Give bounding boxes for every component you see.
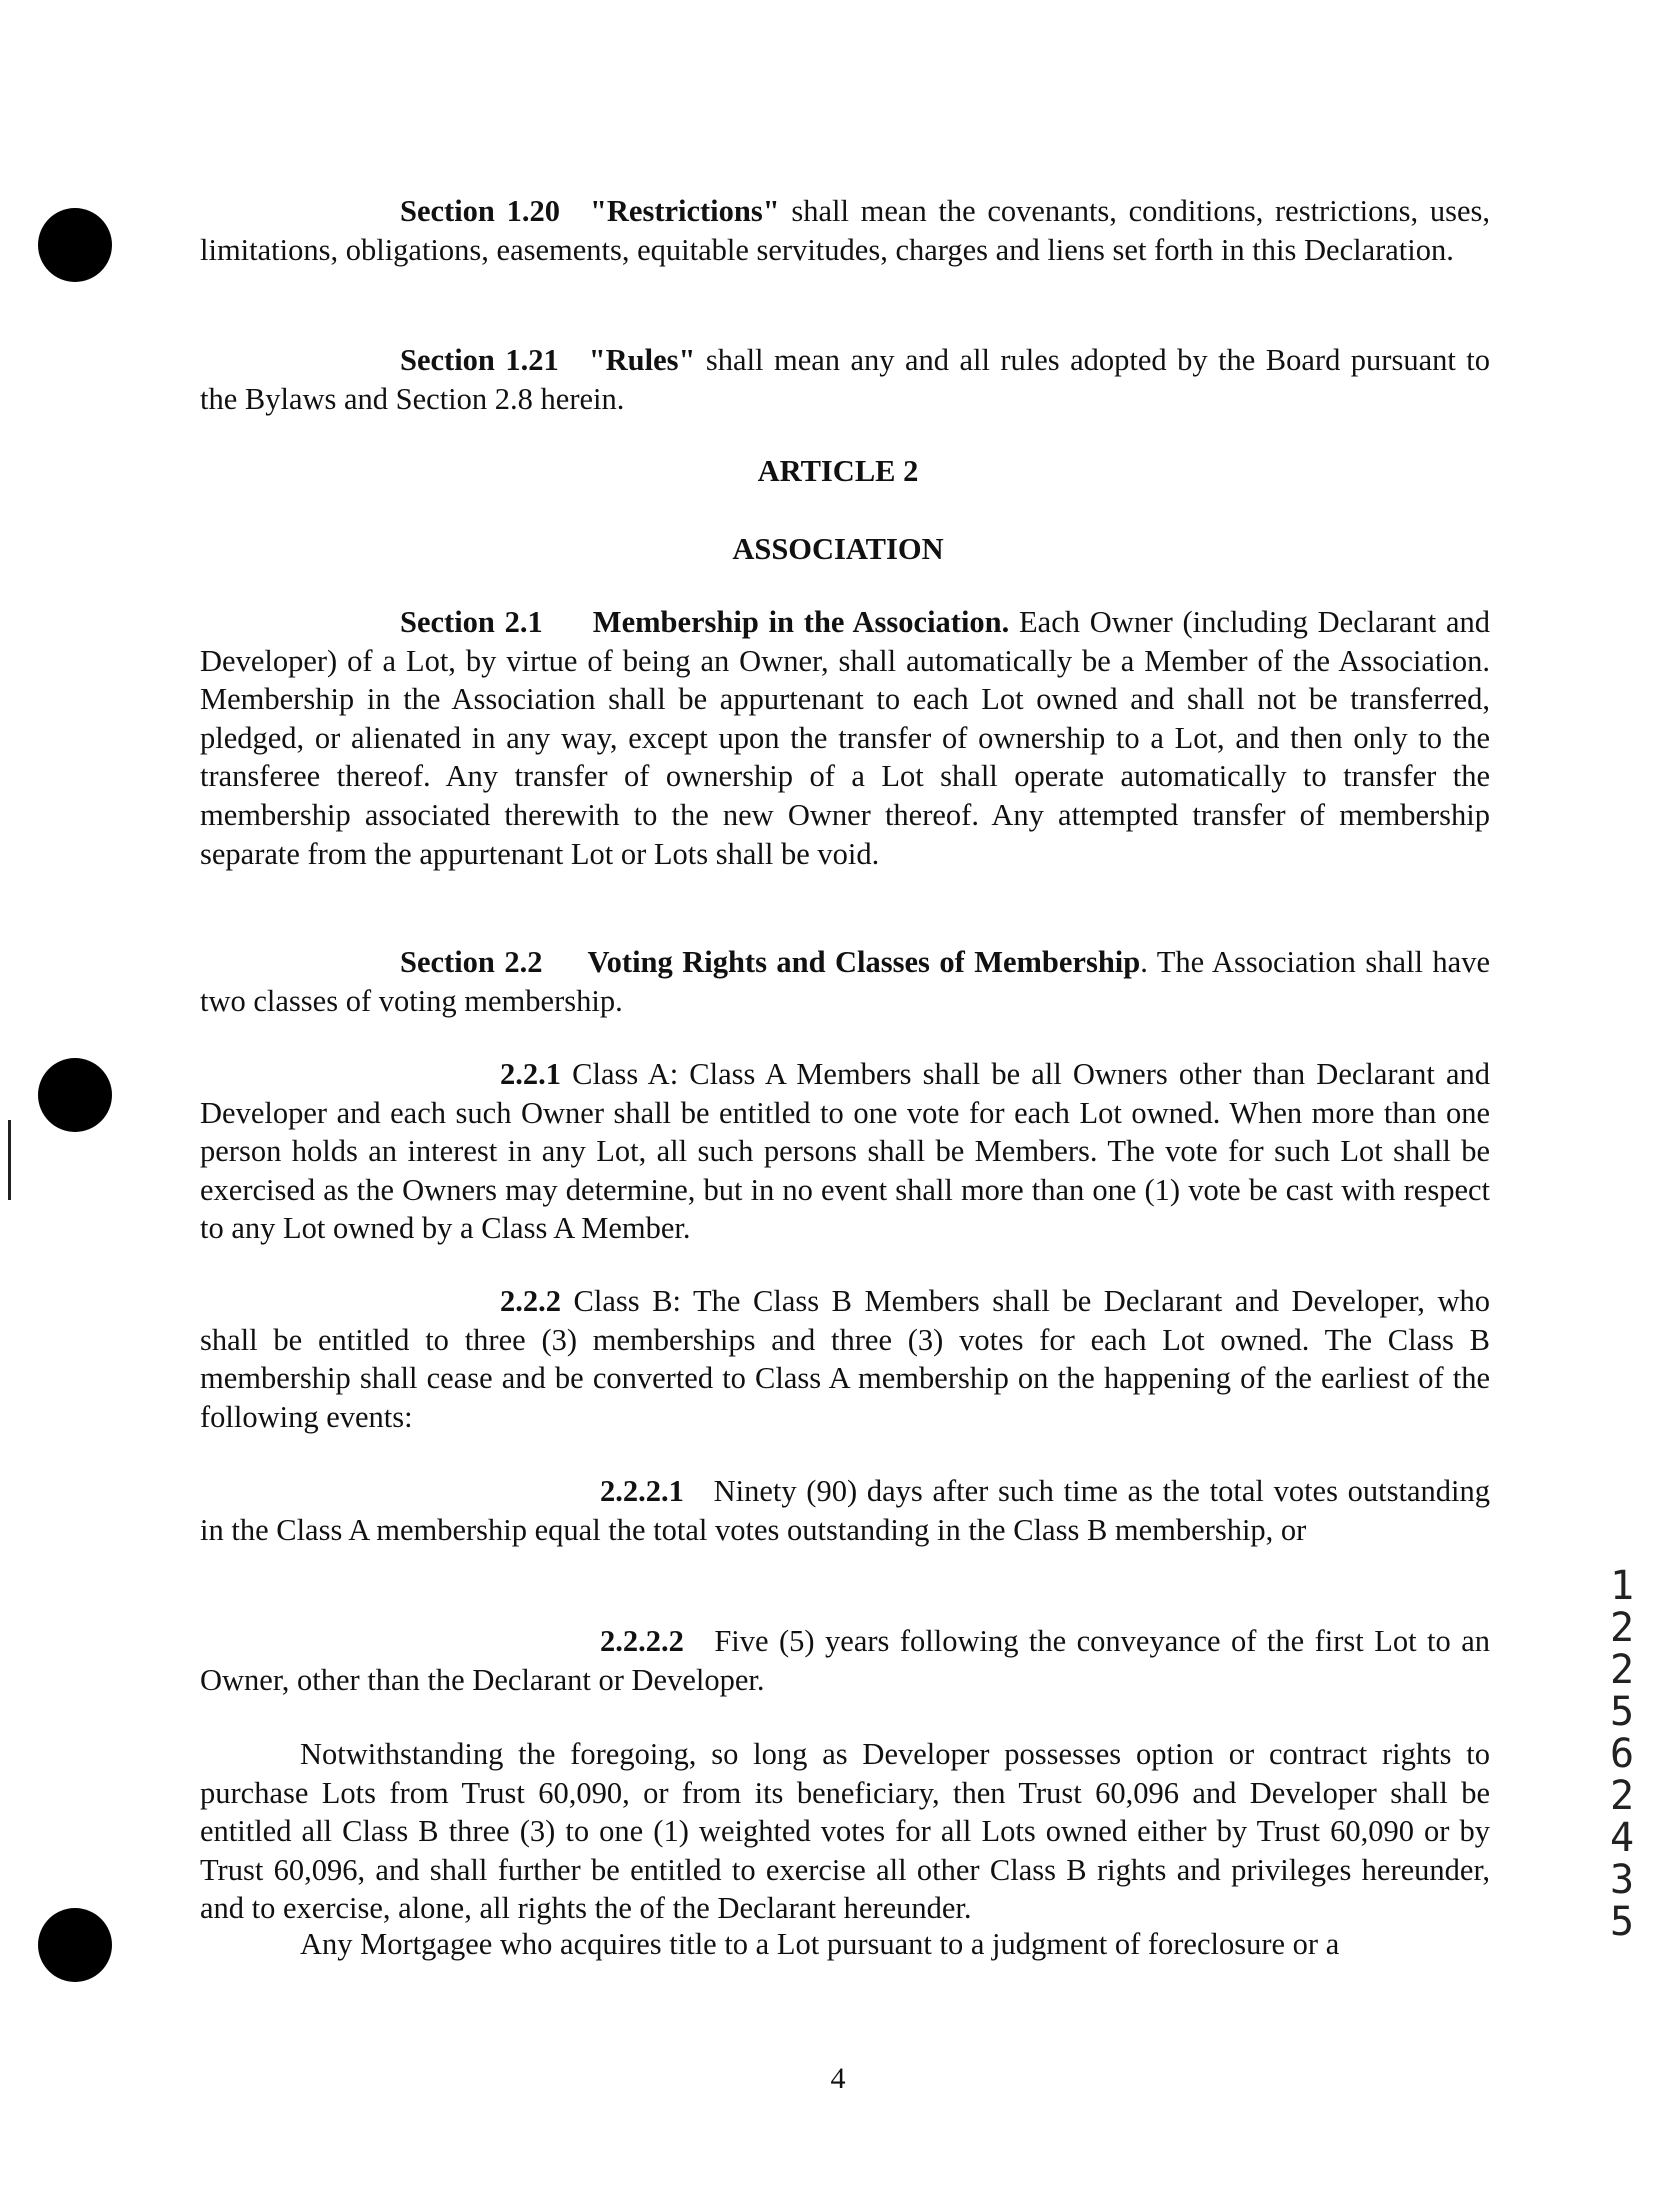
section-term: "Rules" <box>588 343 696 377</box>
section-2-1 <box>200 603 1490 873</box>
section-number: 2.2.2.1 <box>600 1474 684 1508</box>
section-2-2-1 <box>200 1055 1490 1248</box>
section-2-2-2-2 <box>200 1622 1490 1699</box>
section-text: Five (5) years following the conveyance of the first Lot to an Owner, other than the Declarant or Developer. <box>200 1624 1490 1697</box>
section-number: 2.2.2 <box>500 1284 561 1318</box>
section-text: Ninety (90) days after such time as the total votes outstanding in the Class A membership equal the total votes outstanding in the Class B membership, or <box>200 1474 1490 1547</box>
stamp-digit: 6 <box>1609 1731 1635 1777</box>
section-text: Each Owner (including Declarant and Developer) of a Lot, by virtue of being an Owner, shall automatically be a Member of the Association. Membership in the Association shall be appurtenant to each Lot owned and shall not be transferred, pledged, or alienated in any way, except upon the transfer of ownership to a Lot, and then only to the transferee thereof. Any transfer of ownership of a Lot shall operate automatically to transfer the membership associated therewith to the new Owner thereof. Any attempted transfer of membership separate from the appurtenant Lot or Lots shall be void. <box>200 605 1490 871</box>
section-number: Section 2.2 <box>400 945 543 979</box>
section-term: Voting Rights and Classes of Membership <box>587 945 1141 979</box>
section-term: Membership in the Association. <box>592 605 1010 639</box>
scan-mark <box>8 1120 11 1200</box>
stamp-digit: 2 <box>1609 1647 1635 1693</box>
article-title: ASSOCIATION <box>732 532 944 566</box>
stamp-digit: 5 <box>1609 1689 1635 1735</box>
stamp-digit: 3 <box>1609 1857 1635 1903</box>
section-2-2 <box>200 943 1490 1020</box>
notwithstanding-paragraph: Notwithstanding the foregoing, so long as Developer possesses option or contract rights to purchase Lots from Trust 60,090, or from its beneficiary, then Trust 60,096 and Developer shall be entitled all Class B three (3) to one (1) weighted votes for all Lots owned either by Trust 60,090 or by Trust 60,096, and shall further be entitled to exercise all other Class B rights and privileges hereunder, and to exercise, alone, all rights the of the Declarant hereunder. <box>200 1737 1490 1926</box>
section-number: 2.2.1 <box>500 1057 561 1091</box>
stamp-digit: 1 <box>1609 1563 1635 1609</box>
stamp-digit: 4 <box>1609 1815 1635 1861</box>
stamp-digit: 5 <box>1609 1899 1635 1945</box>
mortgagee-paragraph: Any Mortgagee who acquires title to a Lot pursuant to a judgment of foreclosure or a <box>300 1927 1340 1961</box>
section-text: Class A: Class A Members shall be all Owners other than Declarant and Developer and each such Owner shall be entitled to one vote for each Lot owned. When more than one person holds an interest in any Lot, all such persons shall be Members. The vote for such Lot shall be exercised as the Owners may determine, but in no event shall more than one (1) vote be cast with respect to any Lot owned by a Class A Member. <box>200 1057 1490 1246</box>
section-2-2-2 <box>200 1282 1490 1436</box>
stamp-digit: 2 <box>1609 1605 1635 1651</box>
section-number: Section 2.1 <box>400 605 543 639</box>
section-text: Class B: The Class B Members shall be Declarant and Developer, who shall be entitled to three (3) memberships and three (3) votes for each Lot owned. The Class B membership shall cease and be converted to Class A membership on the happening of the earliest of the following events: <box>200 1284 1490 1434</box>
punch-hole <box>38 1058 112 1132</box>
punch-hole <box>38 208 112 282</box>
document-stamp-bottom <box>1600 1775 1644 1943</box>
section-number: 2.2.2.2 <box>600 1624 684 1658</box>
document-stamp-top <box>1600 1565 1644 1775</box>
punch-hole <box>38 1908 112 1982</box>
stamp-digit: 2 <box>1609 1773 1635 1819</box>
section-2-2-2-1 <box>200 1472 1490 1549</box>
section-text: shall mean the covenants, conditions, restrictions, uses, limitations, obligations, easements, equitable servitudes, charges and liens set forth in this Declaration. <box>200 194 1490 267</box>
section-1-21 <box>200 341 1490 418</box>
section-number: Section 1.20 <box>400 194 560 228</box>
article-number: ARTICLE 2 <box>757 454 919 488</box>
section-number: Section 1.21 <box>400 343 559 377</box>
section-term: "Restrictions" <box>589 194 780 228</box>
section-text: shall mean any and all rules adopted by the Board pursuant to the Bylaws and Section 2.8 herein. <box>200 343 1491 416</box>
section-1-20 <box>200 192 1490 269</box>
section-text: . The Association shall have two classes of voting membership. <box>200 945 1490 1018</box>
page-number: 4 <box>830 2062 846 2095</box>
